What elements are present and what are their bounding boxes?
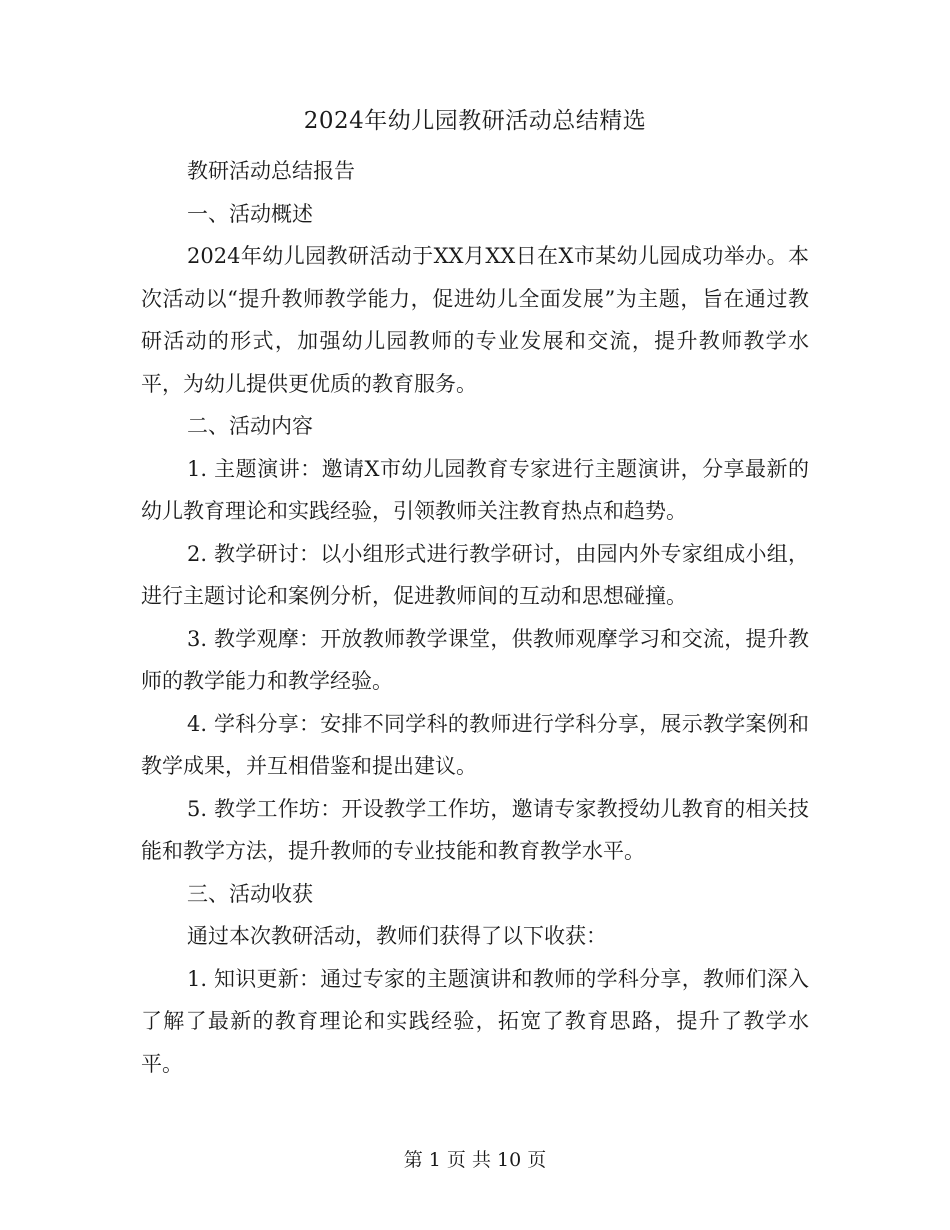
section-heading-content: 二、活动内容 [187, 414, 313, 438]
list-item-subject-sharing: 4. 学科分享：安排不同学科的教师进行学科分享，展示教学案例和教学成果，并互相借鉴和提出建议。 [141, 711, 809, 778]
paragraph-gains-intro: 通过本次教研活动，教师们获得了以下收获： [187, 924, 607, 948]
list-item-seminar: 2. 教学研讨：以小组形式进行教学研讨，由园内外专家组成小组，进行主题讨论和案例分析，促进教师间的互动和思想碰撞。 [141, 541, 809, 608]
list-item-observation: 3. 教学观摩：开放教师教学课堂，供教师观摩学习和交流，提升教师的教学能力和教学经验。 [141, 626, 809, 693]
document-body [141, 150, 809, 1085]
list-item-keynote: 1. 主题演讲：邀请X市幼儿园教育专家进行主题演讲，分享最新的幼儿教育理论和实践经验，引领教师关注教育热点和趋势。 [141, 456, 809, 523]
list-item-knowledge-update: 1. 知识更新：通过专家的主题演讲和教师的学科分享，教师们深入了解了最新的教育理论和实践经验，拓宽了教育思路，提升了教学水平。 [141, 966, 809, 1076]
section-heading-gains: 三、活动收获 [187, 881, 313, 906]
report-heading: 教研活动总结报告 [187, 159, 355, 183]
document-title: 2024年幼儿园教研活动总结精选 [303, 108, 647, 134]
list-item-workshop: 5. 教学工作坊：开设教学工作坊，邀请专家教授幼儿教育的相关技能和教学方法，提升教师的专业技能和教育教学水平。 [141, 796, 809, 863]
page-number-footer: 第 1 页 共 10 页 [403, 1149, 547, 1171]
section-heading-overview: 一、活动概述 [187, 201, 313, 226]
paragraph-overview: 2024年幼儿园教研活动于XX月XX日在X市某幼儿园成功举办。本次活动以“提升教师教学能力，促进幼儿全面发展”为主题，旨在通过教研活动的形式，加强幼儿园教师的专业发展和交流，提升教师教学水平，为幼儿提供更优质的教育服务。 [141, 244, 809, 396]
